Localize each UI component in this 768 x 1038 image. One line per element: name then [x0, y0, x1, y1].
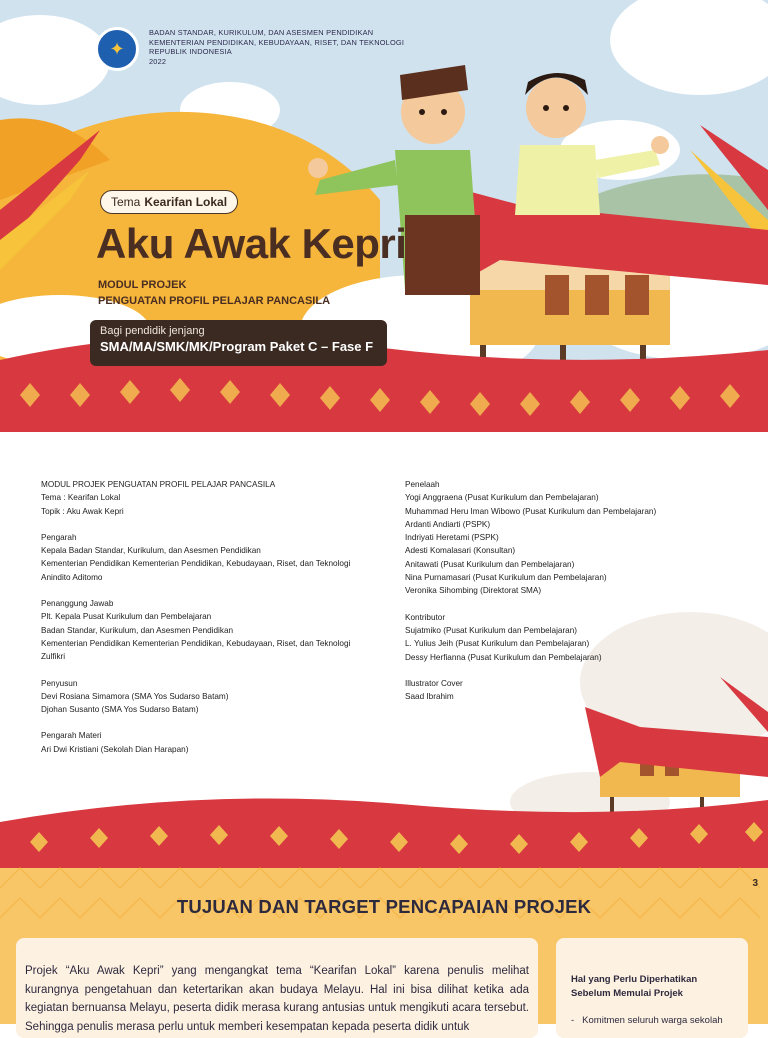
theme-pill — [100, 190, 238, 214]
cover-title: Aku Awak Kepri — [96, 220, 407, 267]
list-item-text: Komitmen seluruh warga sekolah — [582, 1015, 723, 1026]
credits-right-column — [405, 478, 755, 716]
credit-line: Anitawati (Pusat Kurikulum dan Pembelajaran) — [405, 559, 575, 569]
cloud — [0, 15, 110, 105]
credit-heading: Illustrator Cover — [405, 678, 463, 688]
credits-block — [405, 677, 755, 704]
credit-heading: Kontributor — [405, 612, 446, 622]
credit-line: Plt. Kepala Pusat Kurikulum dan Pembelajaran — [41, 612, 212, 622]
intro-card — [16, 938, 538, 1038]
notes-card — [556, 938, 748, 1038]
cover-page — [0, 0, 768, 432]
level-box — [90, 320, 387, 366]
publisher-block — [95, 27, 404, 71]
tut-wuri-logo-icon: ✦ — [95, 27, 139, 71]
credit-heading: Pengarah — [41, 532, 77, 542]
credit-line: Kementerian Pendidikan Kementerian Pendidikan, Kebudayaan, Riset, dan Teknologi — [41, 559, 351, 569]
credit-line: Djohan Susanto (SMA Yos Sudarso Batam) — [41, 705, 199, 715]
credit-line: Dessy Herfianna (Pusat Kurikulum dan Pembelajaran) — [405, 652, 602, 662]
credits-block — [405, 478, 755, 598]
credit-line: Zulfikri — [41, 652, 66, 662]
agency-line: REPUBLIK INDONESIA — [149, 47, 232, 56]
credit-heading: Pengarah Materi — [41, 731, 102, 741]
credit-line: Indriyati Heretami (PSPK) — [405, 533, 499, 543]
agency-text — [149, 28, 404, 71]
credits-left-column — [41, 478, 391, 769]
page-number: 3 — [752, 878, 758, 889]
credits-block — [41, 677, 391, 717]
module-line: MODUL PROJEK — [98, 279, 187, 291]
credits-block — [41, 531, 391, 584]
credit-heading: Penyusun — [41, 678, 78, 688]
credit-line: Topik : Aku Awak Kepri — [41, 506, 124, 516]
credits-block — [405, 611, 755, 664]
bullet: - — [571, 1015, 575, 1026]
credit-heading: Penelaah — [405, 480, 440, 489]
agency-line: KEMENTERIAN PENDIDIKAN, KEBUDAYAAN, RISET, DAN TEKNOLOGI — [149, 37, 405, 47]
credit-line: Ardanti Andiarti (PSPK) — [405, 519, 491, 529]
credit-line: Tema : Kearifan Lokal — [41, 493, 121, 503]
level-line: SMA/MA/SMK/MK/Program Paket C – Fase F — [100, 339, 374, 354]
credit-line: L. Yulius Jeih (Pusat Kurikulum dan Pembelajaran) — [405, 639, 590, 649]
theme-value: Kearifan Lokal — [144, 195, 228, 209]
credit-line: Ari Dwi Kristiani (Sekolah Dian Harapan) — [41, 744, 189, 754]
theme-label: Tema — [111, 195, 141, 209]
cloud — [610, 0, 768, 95]
credits-block — [41, 478, 391, 518]
credit-line: Kepala Badan Standar, Kurikulum, dan Asesmen Pendidikan — [41, 546, 261, 556]
credit-heading: Penanggung Jawab — [41, 599, 114, 609]
notes-heading: Hal yang Perlu Diperhatikan — [571, 974, 698, 985]
credits-block — [41, 597, 391, 663]
notes-heading: Sebelum Memulai Projek — [571, 988, 683, 999]
credit-line: Saad Ibrahim — [405, 692, 454, 702]
credit-line: MODUL PROJEK PENGUATAN PROFIL PELAJAR PANCASILA — [41, 480, 276, 489]
section-title: TUJUAN DAN TARGET PENCAPAIAN PROJEK — [176, 896, 592, 917]
agency-line: BADAN STANDAR, KURIKULUM, DAN ASESMEN PENDIDIKAN — [149, 28, 374, 37]
credit-line: Muhammad Heru Iman Wibowo (Pusat Kurikulum dan Pembelajaran) — [405, 506, 657, 516]
credit-line: Anindito Aditomo — [41, 572, 103, 582]
credits-block — [41, 729, 391, 756]
credit-line: Kementerian Pendidikan Kementerian Pendidikan, Kebudayaan, Riset, dan Teknologi — [41, 638, 351, 648]
level-line: Bagi pendidik jenjang — [100, 325, 205, 337]
credit-line: Adesti Komalasari (Konsultan) — [405, 546, 516, 556]
credit-line: Yogi Anggraena (Pusat Kurikulum dan Pembelajaran) — [405, 493, 599, 503]
objectives-page — [0, 868, 768, 1033]
list-item — [571, 1015, 738, 1026]
credits-page — [0, 432, 768, 868]
module-subtitle — [98, 277, 330, 309]
credit-line: Sujatmiko (Pusat Kurikulum dan Pembelajaran) — [405, 625, 578, 635]
credit-line: Nina Purnamasari (Pusat Kurikulum dan Pembelajaran) — [405, 573, 607, 583]
module-line: PENGUATAN PROFIL PELAJAR PANCASILA — [98, 295, 331, 307]
credit-line: Devi Rosiana Simamora (SMA Yos Sudarso Batam) — [41, 691, 229, 701]
credit-line: Badan Standar, Kurikulum, dan Asesmen Pendidikan — [41, 625, 234, 635]
intro-paragraph: Projek “Aku Awak Kepri” yang mengangkat tema “Kearifan Lokal” karena penulis melihat kurangnya pengetahuan dan ketertarikan akan budaya Melayu. Hal ini bisa dilihat ketika ada kegiatan bernuansa Melayu, peserta didik merasa kurang antusias untuk mengikuti acara tersebut. Sehingga penulis merasa perlu untuk memberi kesempatan kepada peserta didik untuk — [25, 965, 529, 1033]
credit-line: Veronika Sihombing (Direktorat SMA) — [405, 586, 542, 596]
agency-line: 2022 — [149, 56, 167, 66]
